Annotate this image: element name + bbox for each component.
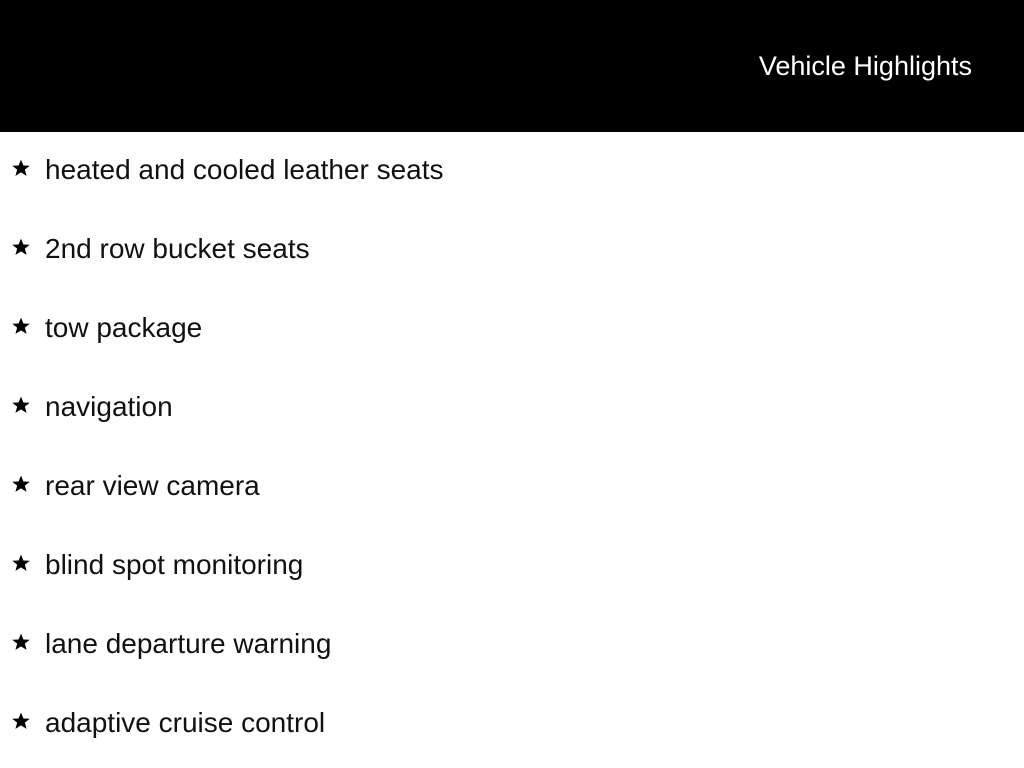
star-icon — [11, 395, 31, 415]
star-icon — [11, 237, 31, 257]
list-item — [0, 132, 1024, 211]
list-item-label: navigation — [45, 391, 173, 422]
list-item — [0, 527, 1024, 606]
list-item — [0, 448, 1024, 527]
star-icon — [11, 711, 31, 731]
list-item-label: 2nd row bucket seats — [45, 233, 310, 264]
list-item — [0, 290, 1024, 369]
list-item-label: tow package — [45, 312, 203, 343]
list-item — [0, 369, 1024, 448]
star-icon — [11, 316, 31, 336]
list-item-label: heated and cooled leather seats — [45, 154, 444, 185]
list-item — [0, 685, 1024, 764]
star-icon — [11, 474, 31, 494]
star-icon — [11, 158, 31, 178]
list-item — [0, 606, 1024, 685]
highlights-list — [0, 132, 1024, 764]
list-item — [0, 211, 1024, 290]
page-title: Vehicle Highlights — [758, 51, 972, 81]
star-icon — [11, 553, 31, 573]
list-item-label: adaptive cruise control — [45, 707, 326, 738]
list-item-label: lane departure warning — [45, 628, 332, 659]
list-item-label: rear view camera — [45, 470, 260, 501]
star-icon — [11, 632, 31, 652]
list-item-label: blind spot monitoring — [45, 549, 304, 580]
header-bar — [0, 0, 1024, 132]
